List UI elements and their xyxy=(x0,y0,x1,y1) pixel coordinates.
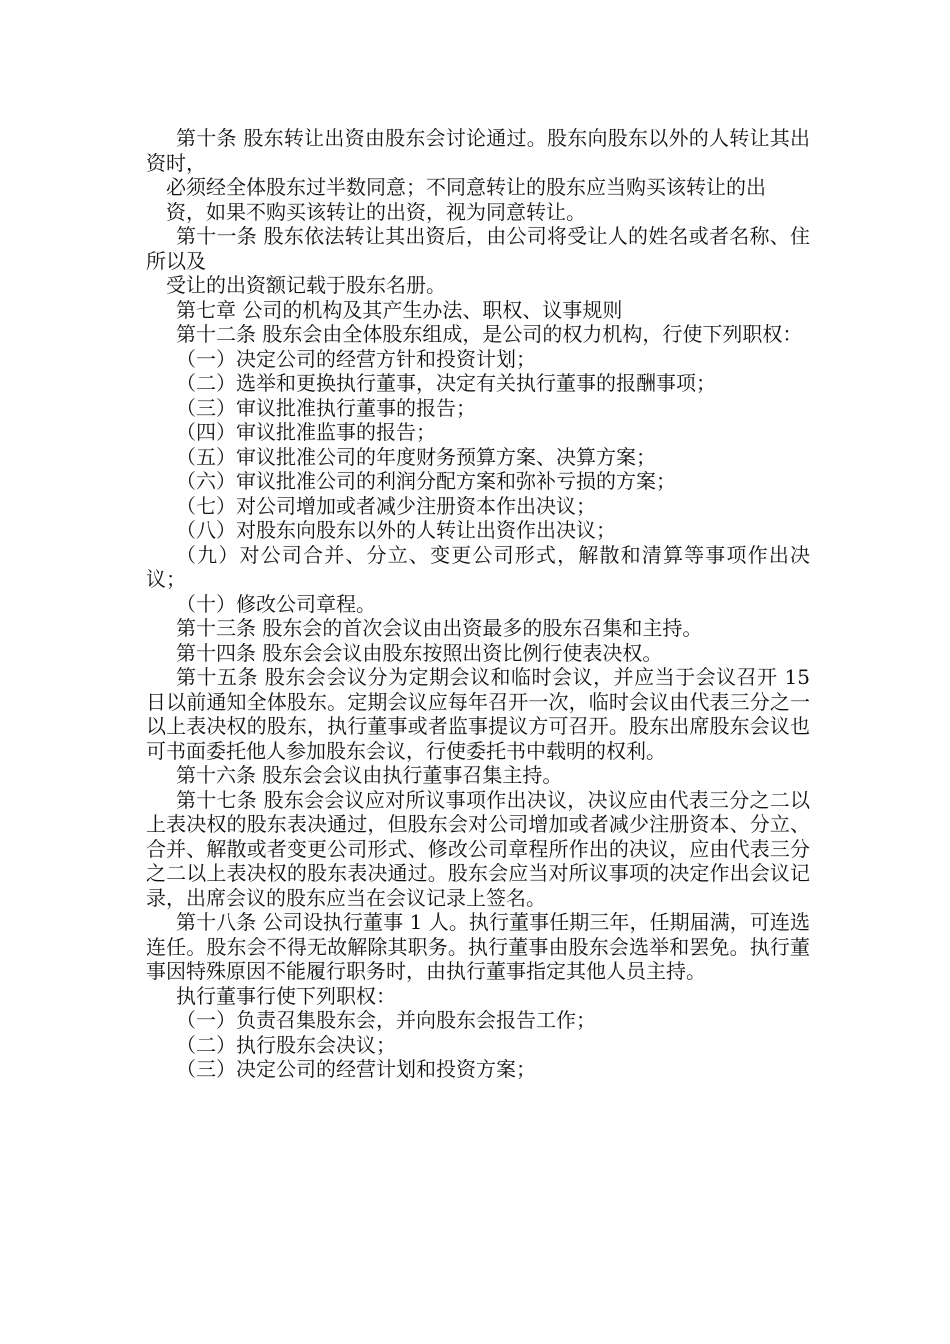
paragraph-art18: 第十八条 公司设执行董事 1 人。执行董事任期三年，任期届满，可连选连任。股东会不得无故解除其职务。执行董事由股东会选举和罢免。执行董事因特殊原因不能履行职务时，由执行董事指定其他人员主持。 xyxy=(146,910,810,983)
list-item: （五）审议批准公司的年度财务预算方案、决算方案； xyxy=(176,444,656,469)
list-item: （四）审议批准监事的报告； xyxy=(176,420,436,444)
list-item: （三）决定公司的经营计划和投资方案； xyxy=(176,1057,536,1081)
paragraph-art17: 第十七条 股东会会议应对所议事项作出决议，决议应由代表三分之二以上表决权的股东表决通过，但股东会对公司增加或者减少注册资本、分立、合并、解散或者变更公司形式、修改公司章程所作出的决议，应由代表三分之二以上表决权的股东表决通过。股东会应当对所议事项的决定作出会议记录，出席会议的股东应当在会议记录上签名。 xyxy=(146,787,810,910)
paragraph-art13: 第十三条 股东会的首次会议由出资最多的股东召集和主持。 xyxy=(176,616,703,640)
list-item: （十）修改公司章程。 xyxy=(176,591,376,616)
paragraph-art12: 第十二条 股东会由全体股东组成，是公司的权力机构，行使下列职权： xyxy=(176,322,803,346)
list-item: （九）对公司合并、分立、变更公司形式，解散和清算等事项作出决议； xyxy=(146,542,810,591)
list-item: （二）执行股东会决议； xyxy=(176,1032,396,1057)
chapter-heading: 第七章 公司的机构及其产生办法、职权、议事规则 xyxy=(176,297,623,322)
paragraph-art11-cont: 受让的出资额记载于股东名册。 xyxy=(166,273,446,297)
list-item: （一）决定公司的经营方针和投资计划； xyxy=(176,346,536,371)
paragraph-art10-cont2: 资，如果不购买该转让的出资，视为同意转让。 xyxy=(166,199,586,224)
paragraph-art15: 第十五条 股东会会议分为定期会议和临时会议，并应当于会议召开 15 日以前通知全体股东。定期会议应每年召开一次，临时会议由代表三分之一以上表决权的股东，执行董事或者监事提议方可召开。股东出席股东会议也可书面委托他人参加股东会议，行使委托书中载明的权利。 xyxy=(146,665,810,763)
paragraph-art10-cont1: 必须经全体股东过半数同意；不同意转让的股东应当购买该转让的出 xyxy=(166,175,766,199)
paragraph-director-powers: 执行董事行使下列职权： xyxy=(176,983,396,1008)
paragraph-art11: 第十一条 股东依法转让其出资后，由公司将受让人的姓名或者名称、住所以及 xyxy=(146,224,810,273)
list-item: （三）审议批准执行董事的报告； xyxy=(176,395,476,420)
paragraph-art10: 第十条 股东转让出资由股东会讨论通过。股东向股东以外的人转让其出资时， xyxy=(146,126,810,175)
list-item: （一）负责召集股东会，并向股东会报告工作； xyxy=(176,1008,596,1032)
paragraph-art16: 第十六条 股东会会议由执行董事召集主持。 xyxy=(176,763,563,787)
list-item: （七）对公司增加或者减少注册资本作出决议； xyxy=(176,493,596,518)
list-item: （八）对股东向股东以外的人转让出资作出决议； xyxy=(176,518,616,542)
list-item: （二）选举和更换执行董事，决定有关执行董事的报酬事项； xyxy=(176,371,716,395)
list-item: （六）审议批准公司的利润分配方案和弥补亏损的方案； xyxy=(176,469,676,493)
document-body xyxy=(146,126,810,1082)
paragraph-art14: 第十四条 股东会会议由股东按照出资比例行使表决权。 xyxy=(176,640,663,665)
